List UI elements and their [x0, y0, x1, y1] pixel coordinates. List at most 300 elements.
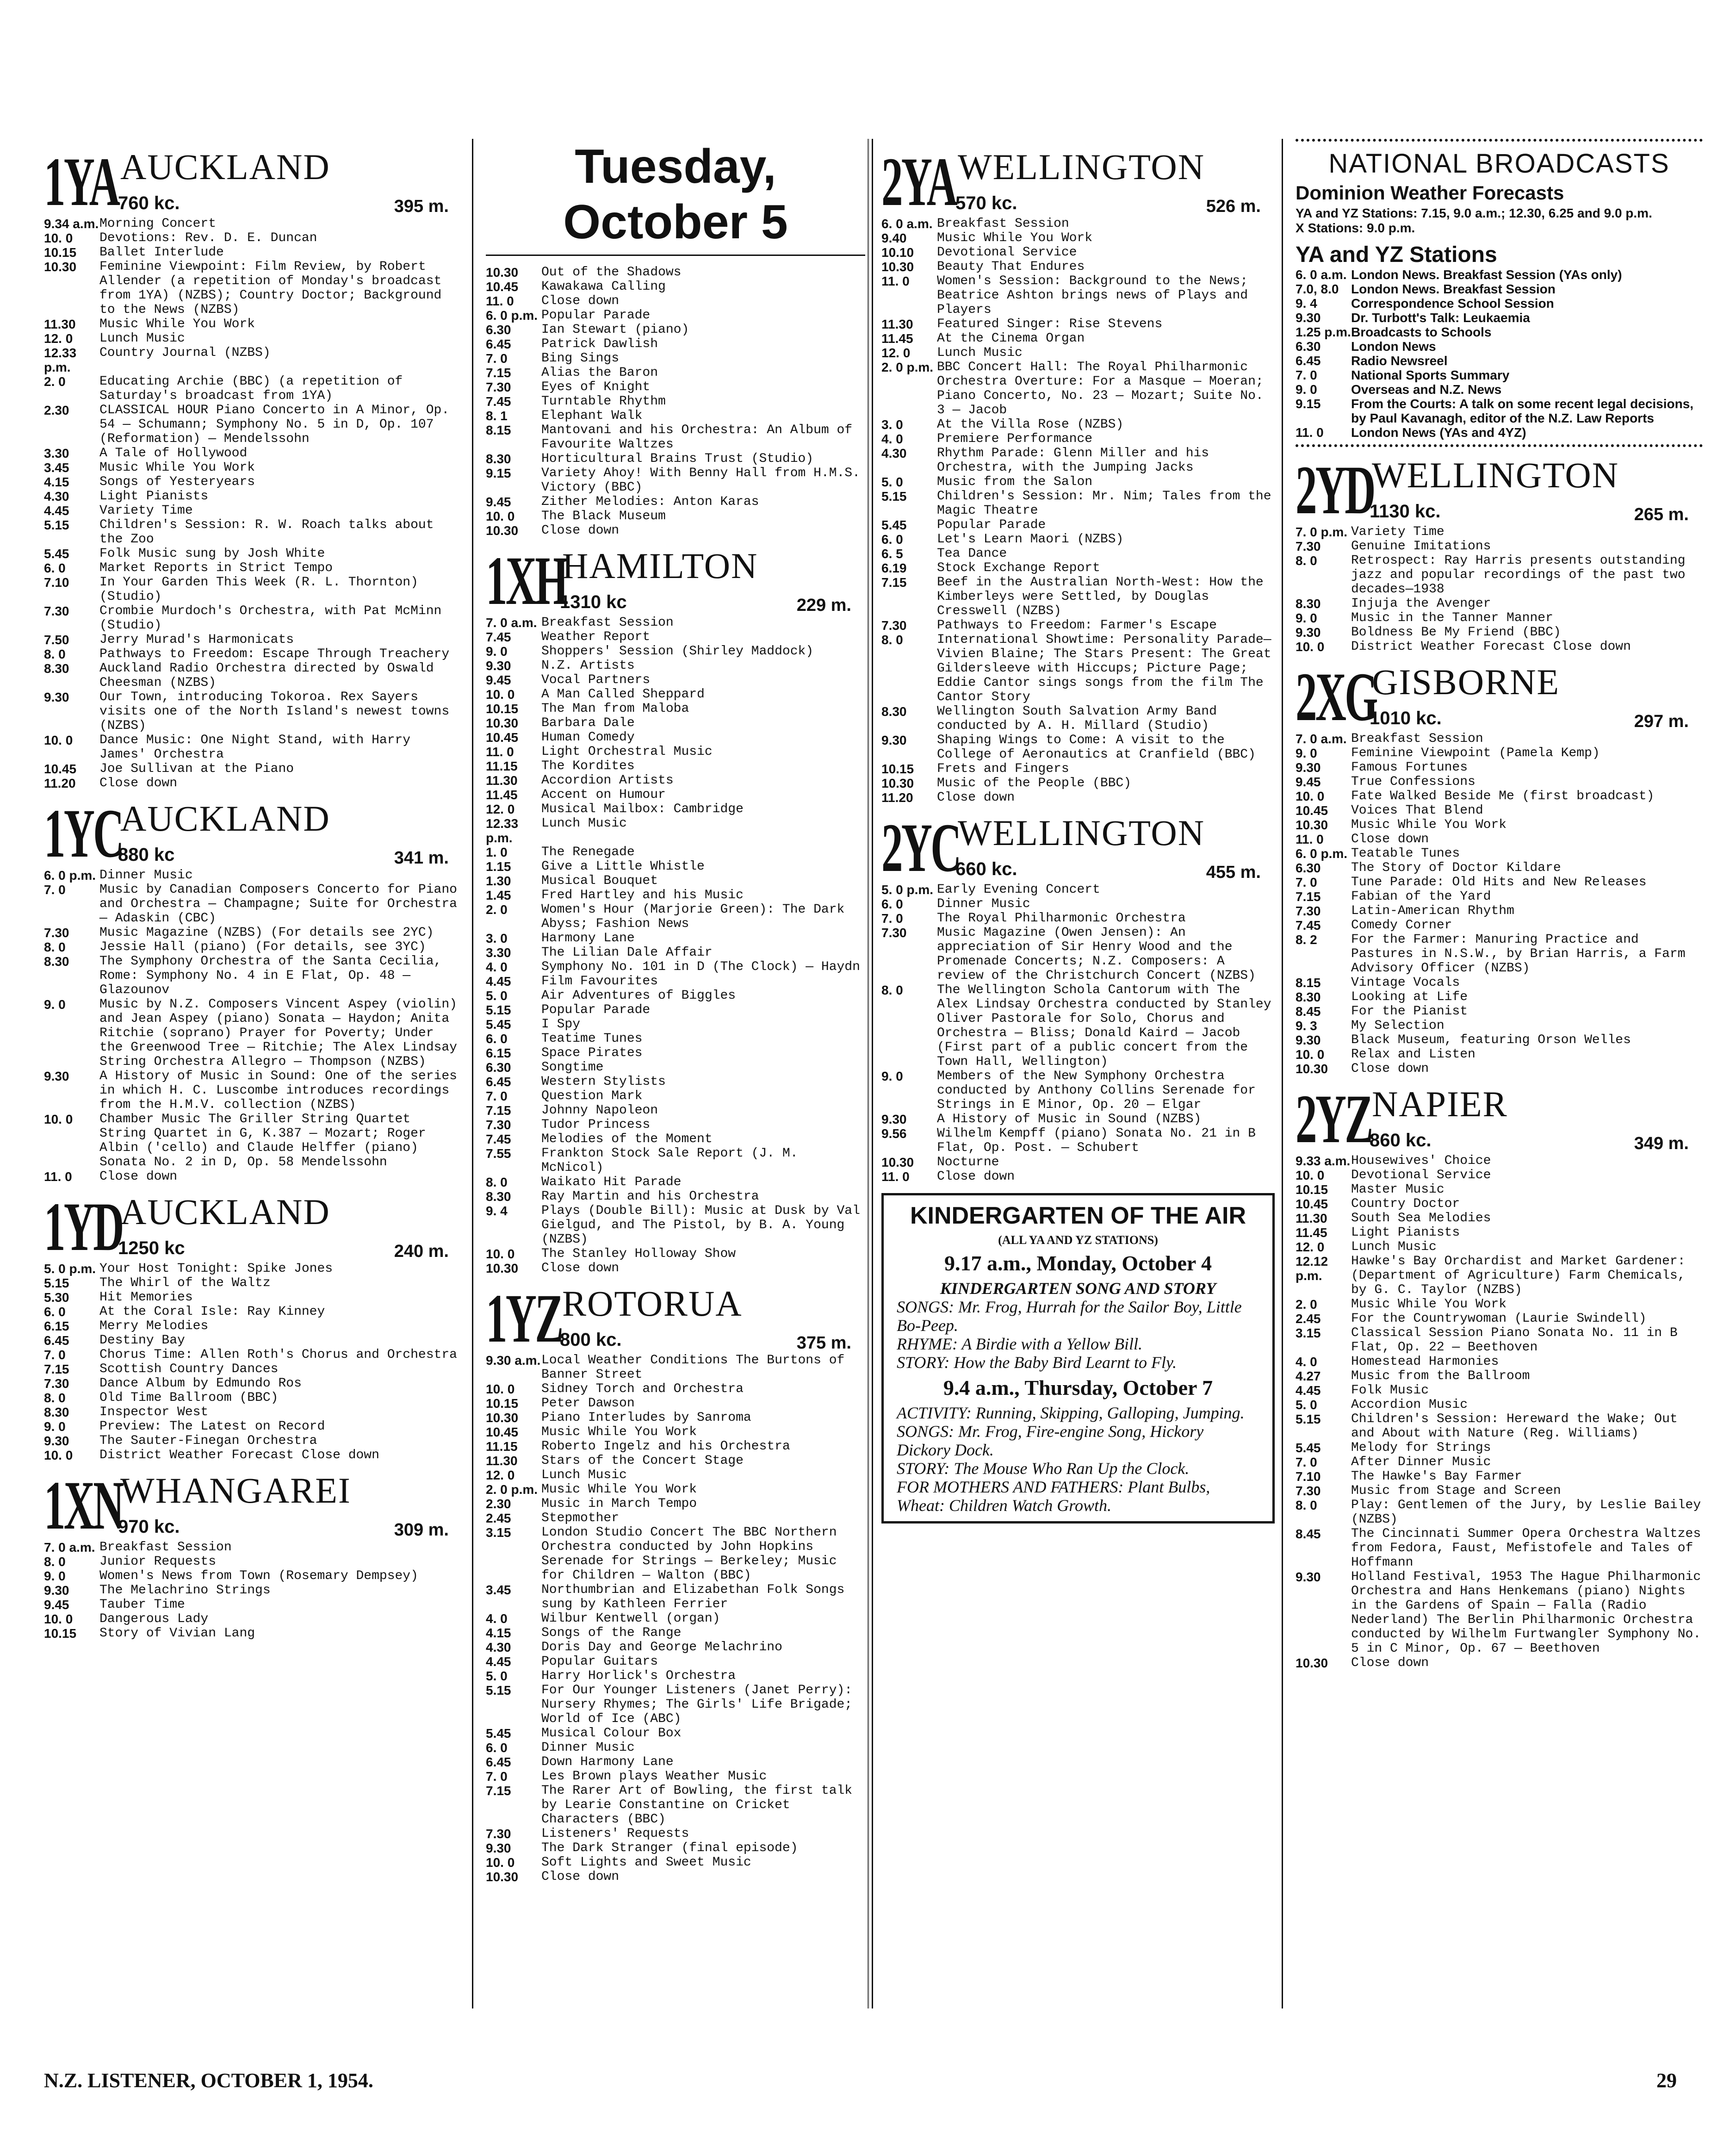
programme-row [1296, 1369, 1703, 1383]
programme-time: 11.30 [486, 773, 518, 788]
programme-row [881, 346, 1275, 360]
programme-time: 7.15 [1296, 889, 1321, 904]
programme-row [1296, 1254, 1703, 1297]
programme-time: 8.30 [1296, 597, 1321, 611]
station-city: WHANGAREI [120, 1470, 351, 1511]
programme-time: 11.30 [486, 1454, 518, 1468]
programme-time: 7.30 [881, 926, 907, 940]
station-city: HAMILTON [562, 546, 758, 586]
programme-title: Devotional Service [937, 245, 1077, 260]
programme-row [486, 1855, 865, 1870]
programme-title: Songs of Yesteryears [99, 475, 255, 489]
programme-time: 6. 0 [486, 1032, 508, 1046]
programme-title: Music While You Work [937, 231, 1093, 245]
programme-time: 7. 0 [881, 911, 903, 926]
station-callsign: 2XG [1296, 659, 1376, 735]
programme-row [486, 1396, 865, 1411]
programme-row [486, 1654, 865, 1669]
programme-title: The Whirl of the Waltz [99, 1276, 271, 1290]
station-header [1296, 659, 1703, 735]
programme-title: National Sports Summary [1351, 368, 1510, 382]
station-frequency: 860 kc. [1370, 1130, 1432, 1150]
programme-time: 7. 0 [44, 1348, 66, 1362]
programme-row [881, 1169, 1275, 1184]
programme-time: 5.30 [44, 1290, 69, 1305]
programme-title: Listeners' Requests [541, 1827, 689, 1841]
programme-row [881, 518, 1275, 532]
programme-time: 6. 0 a.m. [881, 217, 933, 231]
programme-row [881, 704, 1275, 733]
programme-time: 9.30 [486, 1841, 511, 1855]
programme-title: Music by Canadian Composers Concerto for Piano and Orchestra — Champagne; Suite for Orchestra — Adaskin (CBC) [99, 883, 457, 926]
programme-title: Lunch Music [541, 816, 627, 831]
programme-time: 9.30 [486, 659, 511, 673]
programme-time: 10.15 [44, 1626, 77, 1641]
programme-title: Close down [541, 1261, 620, 1275]
programme-time: 4. 0 [1296, 1355, 1317, 1369]
programme-title: Space Pirates [541, 1046, 643, 1060]
programme-time: 7.30 [44, 1376, 69, 1391]
programme-title: Doris Day and George Melachrino [541, 1640, 782, 1654]
programme-row [486, 1046, 865, 1060]
programme-time: 11. 0 [44, 1169, 72, 1184]
programme-row [44, 1376, 463, 1391]
programme-title: Old Time Ballroom (BBC) [99, 1391, 279, 1405]
programme-time: 12. 0 [486, 802, 515, 816]
programme-title: Breakfast Session [1351, 732, 1483, 746]
programme-time: 10.30 [486, 1261, 519, 1275]
national-row [1296, 382, 1703, 397]
programme-title: Women's Hour (Marjorie Green): The Dark Abyss; Fashion News [541, 902, 845, 931]
programme-row [1296, 760, 1703, 775]
programme-row [486, 888, 865, 902]
programme-row [486, 1669, 865, 1683]
programme-title: Close down [1351, 832, 1429, 846]
programme-time: 11.15 [486, 1439, 518, 1454]
programme-title: Turntable Rhythm [541, 394, 666, 409]
programme-title: Music from the Salon [937, 475, 1093, 489]
programme-title: Music While You Work [99, 317, 255, 331]
programme-row [1296, 1211, 1703, 1225]
programme-time: 6.15 [44, 1319, 69, 1333]
programme-title: Music Magazine (Owen Jensen): An appreciation of Sir Henry Wood and the Promenade Concerts; N.Z. Composers: A review of the Christchurch Concert (NZBS) [937, 926, 1256, 983]
programme-title: Popular Parade [937, 518, 1046, 532]
programme-row [486, 945, 865, 960]
programme-title: Fabian of the Yard [1351, 889, 1491, 904]
programme-row [486, 1454, 865, 1468]
programme-title: Vocal Partners [541, 673, 651, 687]
programme-time: 10. 0 [486, 1382, 515, 1396]
programme-row [1296, 1019, 1703, 1033]
programme-row [881, 633, 1275, 704]
programme-time: 9.30 [44, 1069, 69, 1083]
programme-time: 8.30 [486, 452, 511, 466]
programme-time: 6.19 [881, 561, 907, 575]
programme-title: Barbara Dale [541, 716, 635, 730]
programme-row [486, 351, 865, 366]
programme-row [1296, 803, 1703, 818]
programme-title: Light Pianists [1351, 1225, 1460, 1240]
programme-row [44, 1626, 463, 1641]
programme-time: 10. 0 [486, 1855, 515, 1870]
station-header [44, 1467, 463, 1544]
programme-row [44, 647, 463, 661]
programme-title: Homestead Harmonies [1351, 1355, 1499, 1369]
programme-time: 6. 0 [44, 1305, 66, 1319]
programme-time: 6. 0 [881, 532, 903, 547]
programme-row [486, 1439, 865, 1454]
programme-title: Zither Melodies: Anton Karas [541, 495, 759, 509]
programme-title: Dr. Turbott's Talk: Leukaemia [1351, 311, 1530, 325]
programme-time: 10.30 [44, 260, 77, 274]
programme-time: 8.30 [486, 1189, 511, 1204]
station-city: WELLINGTON [1372, 455, 1619, 495]
station-block [44, 143, 463, 790]
column-3 [881, 139, 1275, 1523]
programme-title: The Black Museum [541, 509, 666, 523]
programme-row [44, 1333, 463, 1348]
programme-title: Bing Sings [541, 351, 620, 366]
programme-row [1296, 1168, 1703, 1182]
national-row [1296, 339, 1703, 354]
programme-time: 8.45 [1296, 1527, 1321, 1541]
programme-title: My Selection [1351, 1019, 1445, 1033]
programme-time: 7. 0 [486, 351, 508, 366]
programme-time: 8. 0 [1296, 553, 1317, 568]
programme-row [44, 374, 463, 403]
programme-time: 9.56 [881, 1126, 907, 1141]
station-block [44, 795, 463, 1184]
programme-row [486, 1755, 865, 1769]
programme-time: 7.30 [44, 926, 69, 940]
station-wavelength: 395 m. [394, 197, 449, 216]
programme-row [486, 874, 865, 888]
programme-title: Vintage Vocals [1351, 976, 1460, 990]
programme-row [486, 1204, 865, 1247]
programme-title: Retrospect: Ray Harris presents outstanding jazz and popular recordings of the past two decades—1938 [1351, 553, 1686, 597]
programme-time: 9. 0 [44, 997, 66, 1012]
programme-time: 4. 0 [486, 960, 508, 974]
programme-row [486, 1511, 865, 1525]
programme-time: 9.40 [881, 231, 907, 245]
programme-row [44, 547, 463, 561]
programme-time: 6. 5 [881, 547, 903, 561]
programme-time: 10.30 [486, 1411, 519, 1425]
programme-title: Music While You Work [541, 1425, 697, 1439]
programme-time: 4.15 [44, 475, 69, 489]
programme-row [44, 561, 463, 575]
programme-time: 6.45 [1296, 354, 1321, 368]
programme-list [1296, 525, 1703, 654]
programme-title: Variety Time [99, 504, 193, 518]
programme-time: 7. 0 a.m. [486, 616, 537, 630]
programme-row [486, 523, 865, 538]
programme-time: 5.15 [881, 489, 907, 504]
programme-time: 2.45 [486, 1511, 511, 1525]
programme-row [486, 423, 865, 452]
programme-title: Stars of the Concert Stage [541, 1454, 744, 1468]
programme-title: Frankton Stock Sale Report (J. M. McNicol) [541, 1146, 798, 1175]
programme-time: 7. 0 [486, 1089, 508, 1103]
programme-title: Junior Requests [99, 1554, 217, 1569]
column-divider [472, 139, 473, 2008]
programme-row [44, 346, 463, 374]
programme-row [1296, 746, 1703, 760]
programme-time: 1.45 [486, 888, 511, 902]
column-3-stations [881, 143, 1275, 1184]
programme-time: 10. 0 [1296, 789, 1325, 803]
programme-title: Les Brown plays Weather Music [541, 1769, 767, 1784]
programme-title: Weather Report [541, 630, 651, 644]
programme-title: Women's Session: Background to the News; Beatrice Ashton brings news of Plays and Players [937, 274, 1248, 317]
programme-title: Variety Time [1351, 525, 1445, 539]
programme-row [486, 1132, 865, 1146]
programme-row [881, 911, 1275, 926]
station-block [486, 1280, 865, 1884]
programme-title: Play: Gentlemen of the Jury, by Leslie Bailey (NZBS) [1351, 1498, 1701, 1527]
programme-row [486, 452, 865, 466]
programme-time: 4.45 [1296, 1383, 1321, 1398]
programme-row [486, 1425, 865, 1439]
programme-time: 9.30 [881, 1112, 907, 1126]
programme-time: 3.45 [486, 1583, 511, 1597]
programme-time: 10.30 [486, 523, 519, 538]
ya-yz-heading: YA and YZ Stations [1296, 242, 1497, 267]
programme-title: Children's Session: Mr. Nim; Tales from the Magic Theatre [937, 489, 1271, 518]
programme-title: Story of Vivian Lang [99, 1626, 255, 1641]
national-row [1296, 267, 1703, 282]
programme-row [881, 489, 1275, 518]
programme-time: 7.30 [1296, 539, 1321, 553]
programme-title: Teatable Tunes [1351, 846, 1460, 861]
programme-title: Eyes of Knight [541, 380, 651, 394]
programme-title: Pathways to Freedom: Escape Through Treachery [99, 647, 450, 661]
station-block [44, 1467, 463, 1641]
programme-list [44, 868, 463, 1184]
programme-list [486, 616, 865, 1275]
station-block [1296, 1081, 1703, 1670]
programme-row [486, 1611, 865, 1626]
programme-row [1296, 1383, 1703, 1398]
programme-title: Elephant Walk [541, 409, 643, 423]
programme-time: 6. 0 a.m. [1296, 267, 1347, 282]
programme-time: 11. 0 [1296, 832, 1324, 846]
programme-title: Correspondence School Session [1351, 296, 1554, 311]
programme-title: After Dinner Music [1351, 1455, 1491, 1469]
programme-row [1296, 933, 1703, 976]
station-header [1296, 452, 1703, 528]
programme-time: 8.30 [44, 661, 69, 676]
station-header [486, 1280, 865, 1357]
programme-row [44, 446, 463, 460]
programme-title: Human Comedy [541, 730, 635, 745]
programme-title: Variety Ahoy! With Benny Hall from H.M.S. Victory (BBC) [541, 466, 860, 495]
programme-title: Hit Memories [99, 1290, 193, 1305]
programme-title: From the Courts: A talk on some recent legal decisions, by Paul Kavanagh, editor of the N.Z. Law Reports [1351, 397, 1694, 425]
station-header [44, 1188, 463, 1265]
programme-time: 5. 0 [486, 1669, 508, 1683]
programme-time: 6.45 [44, 1333, 69, 1348]
station-wavelength: 526 m. [1206, 197, 1261, 216]
programme-row [881, 733, 1275, 762]
station-wavelength: 240 m. [394, 1242, 449, 1261]
programme-title: Devotional Service [1351, 1168, 1491, 1182]
column-2-stations [486, 542, 865, 1884]
programme-time: 9.15 [486, 466, 511, 480]
programme-time: 5.15 [486, 1003, 511, 1017]
programme-row [44, 1112, 463, 1169]
programme-time: 11. 0 [881, 274, 910, 288]
programme-title: Waikato Hit Parade [541, 1175, 682, 1189]
programme-title: Wilbur Kentwell (organ) [541, 1611, 720, 1626]
programme-time: 9.34 a.m. [44, 217, 99, 231]
programme-time: 7. 0 [1296, 875, 1317, 889]
programme-time: 9. 0 [1296, 382, 1317, 397]
programme-title: True Confessions [1351, 775, 1476, 789]
programme-row [44, 1612, 463, 1626]
kg-line: SONGS: Mr. Frog, Hurrah for the Sailor Boy, Little Bo-Peep. [897, 1298, 1242, 1335]
programme-time: 9.45 [486, 495, 511, 509]
programme-title: Tea Dance [937, 547, 1007, 561]
programme-row [1296, 1182, 1703, 1197]
station-header [1296, 1081, 1703, 1157]
programme-title: Inspector West [99, 1405, 209, 1419]
programme-title: Classical Session Piano Sonata No. 11 in B Flat, Op. 22 — Beethoven [1351, 1326, 1678, 1355]
programme-title: Popular Guitars [541, 1654, 658, 1669]
programme-title: Ballet Interlude [99, 245, 224, 260]
station-callsign: 1YC [44, 795, 123, 872]
programme-title: A Tale of Hollywood [99, 446, 248, 460]
station-header [881, 809, 1275, 886]
programme-title: Genuine Imitations [1351, 539, 1491, 553]
programme-time: 2.45 [1296, 1312, 1321, 1326]
programme-time: 9.30 [1296, 625, 1321, 640]
programme-title: Local Weather Conditions The Burtons of Banner Street [541, 1353, 845, 1382]
programme-row [1296, 1355, 1703, 1369]
programme-time: 11. 0 [486, 294, 514, 308]
programme-row [486, 859, 865, 874]
programme-time: 8. 0 [44, 940, 66, 954]
programme-row [486, 1060, 865, 1075]
programme-time: 7.15 [881, 575, 907, 590]
programme-title: The Kordites [541, 759, 635, 773]
programme-time: 10. 0 [44, 1612, 73, 1626]
station-block [44, 1188, 463, 1462]
programme-row [486, 1726, 865, 1741]
station-block [1296, 452, 1703, 654]
programme-time: 6.45 [486, 337, 511, 351]
programme-title: A History of Music in Sound (NZBS) [937, 1112, 1202, 1126]
programme-row [486, 788, 865, 802]
programme-row [881, 360, 1275, 417]
programme-time: 4. 0 [881, 432, 903, 446]
programme-row [44, 997, 463, 1069]
programme-title: Nocturne [937, 1155, 999, 1169]
programme-row [44, 1554, 463, 1569]
programme-row [44, 1362, 463, 1376]
programme-row [44, 883, 463, 926]
programme-title: Melody for Strings [1351, 1441, 1491, 1455]
programme-time: 9.30 [44, 1434, 69, 1448]
programme-title: For the Countrywoman (Laurie Swindell) [1351, 1312, 1647, 1326]
national-row [1296, 282, 1703, 296]
programme-time: 7.55 [486, 1146, 511, 1161]
programme-title: Musical Bouquet [541, 874, 658, 888]
programme-row [1296, 640, 1703, 654]
programme-row [486, 1468, 865, 1482]
programme-time: 11.20 [881, 790, 913, 805]
programme-row [486, 960, 865, 974]
programme-title: Popular Parade [541, 1003, 651, 1017]
programme-list [44, 1262, 463, 1462]
programme-time: 10.30 [486, 716, 519, 730]
programme-title: Close down [1351, 1062, 1429, 1076]
programme-row [486, 816, 865, 845]
programme-title: Dinner Music [541, 1741, 635, 1755]
programme-row [44, 1569, 463, 1583]
programme-time: 5. 0 [1296, 1398, 1317, 1412]
programme-title: Music While You Work [1351, 818, 1507, 832]
national-list [1296, 267, 1703, 440]
programme-time: 7.30 [486, 1827, 511, 1841]
programme-time: 10.30 [881, 776, 914, 790]
programme-title: District Weather Forecast Close down [1351, 640, 1631, 654]
programme-row [881, 983, 1275, 1069]
programme-row [486, 323, 865, 337]
programme-title: Preview: The Latest on Record [99, 1419, 325, 1434]
kg-sub: (ALL YA AND YZ STATIONS) [998, 1233, 1158, 1247]
programme-title: Crombie Murdoch's Orchestra, with Pat McMinn (Studio) [99, 604, 442, 633]
programme-row [881, 260, 1275, 274]
programme-row [881, 1069, 1275, 1112]
programme-row [44, 1169, 463, 1184]
programme-time: 12.33 p.m. [486, 816, 519, 845]
programme-time: 8. 1 [486, 409, 508, 423]
programme-title: Teatime Tunes [541, 1032, 643, 1046]
programme-title: Close down [541, 523, 620, 538]
programme-title: Horticultural Brains Trust (Studio) [541, 452, 814, 466]
programme-time: 8.30 [881, 704, 907, 719]
programme-title: Dangerous Lady [99, 1612, 209, 1626]
station-header [44, 795, 463, 872]
programme-title: Stock Exchange Report [937, 561, 1100, 575]
programme-time: 6.45 [486, 1755, 511, 1769]
programme-time: 10. 0 [486, 509, 515, 523]
programme-title: Music in March Tempo [541, 1497, 697, 1511]
programme-list [881, 217, 1275, 805]
programme-time: 4. 0 [486, 1611, 508, 1626]
programme-row [44, 1319, 463, 1333]
programme-title: Johnny Napoleon [541, 1103, 658, 1118]
kg-date: 9.4 a.m., Thursday, October 7 [943, 1376, 1213, 1399]
programme-row [486, 1089, 865, 1103]
programme-time: 7.45 [486, 630, 511, 644]
station-wavelength: 309 m. [394, 1520, 449, 1540]
programme-title: Premiere Performance [937, 432, 1093, 446]
programme-time: 3.30 [44, 446, 69, 460]
programme-row [486, 673, 865, 687]
programme-row [1296, 990, 1703, 1004]
programme-time: 2. 0 [486, 902, 508, 917]
programme-title: Breakfast Session [937, 217, 1069, 231]
programme-time: 8.15 [486, 423, 511, 437]
programme-time: 11.45 [881, 331, 913, 346]
programme-row [44, 231, 463, 245]
programme-time: 7.30 [44, 604, 69, 618]
programme-time: 8.45 [1296, 1004, 1321, 1019]
programme-title: Light Pianists [99, 489, 209, 504]
programme-time: 3. 0 [881, 417, 903, 432]
